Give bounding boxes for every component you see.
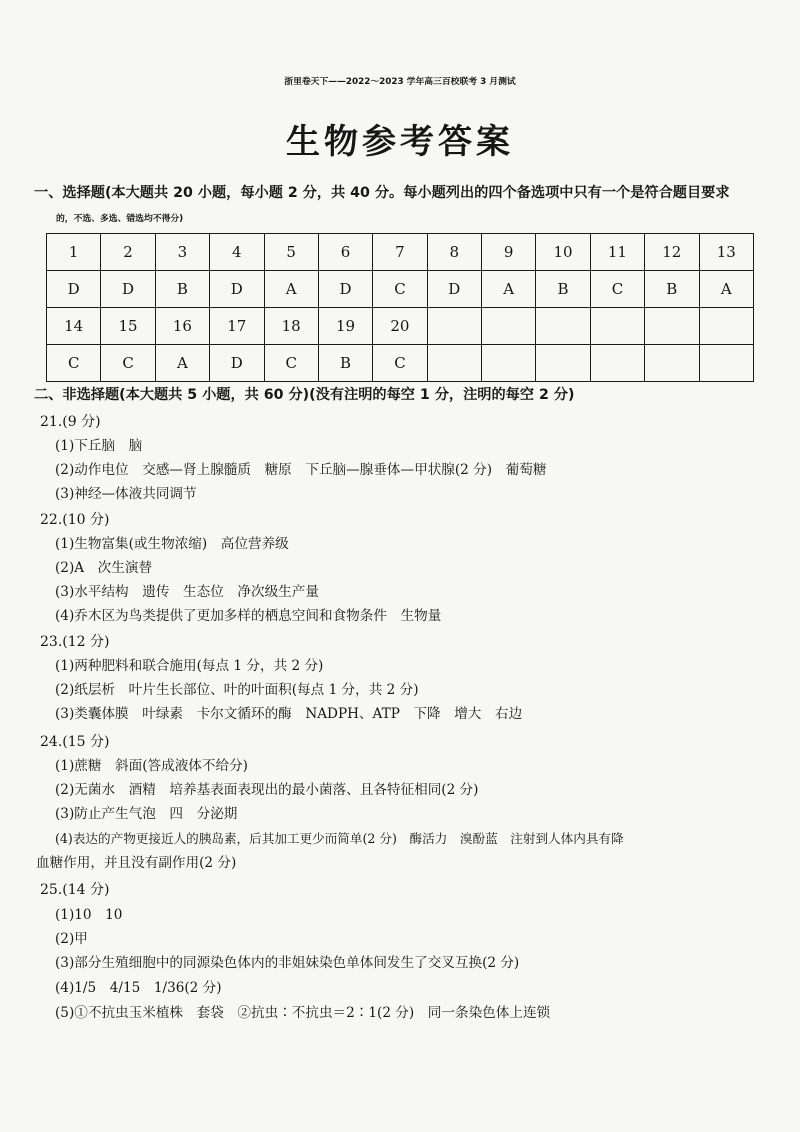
- question-number-cell: 7: [373, 234, 427, 271]
- answer-cell: B: [536, 271, 590, 308]
- empty-cell: [590, 308, 644, 345]
- section-2-heading: 二、非选择题(本大题共 5 小题，共 60 分)(没有注明的每空 1 分，注明的每空 2 分): [34, 387, 575, 403]
- question-21-label: 21.(9 分): [40, 414, 101, 430]
- answer-table-answer-row-1: [47, 271, 754, 308]
- empty-cell: [427, 345, 481, 382]
- answer-cell: B: [645, 271, 699, 308]
- question-number-cell: 5: [264, 234, 318, 271]
- question-number-cell: 13: [699, 234, 754, 271]
- answer-cell: D: [210, 271, 264, 308]
- section-1-heading: [34, 180, 774, 232]
- answer-cell: D: [210, 345, 264, 382]
- question-24-answer-4-continued: 血糖作用，并且没有副作用(2 分): [36, 855, 237, 871]
- section-1-heading-line-1: 一、选择题(本大题共 20 小题，每小题 2 分，共 40 分。每小题列出的四个备选项中只有一个是符合题目要求: [34, 185, 730, 201]
- answer-cell: D: [101, 271, 155, 308]
- question-22-answer-3: (3)水平结构 遗传 生态位 净次级生产量: [55, 584, 319, 600]
- question-23-answer-3: (3)类囊体膜 叶绿素 卡尔文循环的酶 NADPH、ATP 下降 增大 右边: [55, 706, 523, 722]
- question-22-answer-1: (1)生物富集(或生物浓缩) 高位营养级: [55, 536, 289, 552]
- question-25-answer-3: (3)部分生殖细胞中的同源染色体内的非姐妹染色单体间发生了交叉互换(2 分): [55, 955, 520, 971]
- question-24-answer-3: (3)防止产生气泡 四 分泌期: [55, 806, 238, 822]
- empty-cell: [699, 308, 754, 345]
- question-number-cell: 16: [155, 308, 209, 345]
- question-25-answer-2: (2)甲: [55, 931, 88, 947]
- question-number-cell: 20: [373, 308, 427, 345]
- question-number-cell: 8: [427, 234, 481, 271]
- question-number-cell: 14: [47, 308, 101, 345]
- empty-cell: [536, 308, 590, 345]
- empty-cell: [427, 308, 481, 345]
- question-number-cell: 2: [101, 234, 155, 271]
- answer-table-answer-row-2: [47, 345, 754, 382]
- question-23-answer-1: (1)两种肥料和联合施用(每点 1 分，共 2 分): [55, 658, 324, 674]
- question-25-answer-1: (1)10 10: [55, 907, 123, 923]
- answer-cell: A: [699, 271, 754, 308]
- answer-cell: D: [318, 271, 372, 308]
- answer-cell: D: [47, 271, 101, 308]
- question-24-answer-2: (2)无菌水 酒精 培养基表面表现出的最小菌落、且各特征相同(2 分): [55, 782, 479, 798]
- answer-cell: A: [482, 271, 536, 308]
- question-25-answer-5: (5)①不抗虫玉米植株 套袋 ②抗虫∶不抗虫＝2∶1(2 分) 同一条染色体上连锁: [55, 1005, 551, 1021]
- answer-cell: D: [427, 271, 481, 308]
- question-22-answer-2: (2)A 次生演替: [55, 560, 153, 576]
- answer-cell: C: [373, 345, 427, 382]
- question-number-cell: 12: [645, 234, 699, 271]
- question-21-answer-3: (3)神经—体液共同调节: [55, 486, 197, 502]
- empty-cell: [482, 308, 536, 345]
- empty-cell: [590, 345, 644, 382]
- question-23-answer-2: (2)纸层析 叶片生长部位、叶的叶面积(每点 1 分，共 2 分): [55, 682, 419, 698]
- question-number-cell: 3: [155, 234, 209, 271]
- question-25-answer-4: (4)1/5 4/15 1/36(2 分): [55, 980, 222, 996]
- question-number-cell: 6: [318, 234, 372, 271]
- answer-table-number-row-1: [47, 234, 754, 271]
- answer-cell: C: [373, 271, 427, 308]
- question-24-answer-1: (1)蔗糖 斜面(答成液体不给分): [55, 758, 248, 774]
- empty-cell: [645, 345, 699, 382]
- question-21-answer-1: (1)下丘脑 脑: [55, 438, 143, 454]
- answer-table-number-row-2: [47, 308, 754, 345]
- question-number-cell: 9: [482, 234, 536, 271]
- answer-cell: C: [101, 345, 155, 382]
- question-number-cell: 4: [210, 234, 264, 271]
- question-23-label: 23.(12 分): [40, 634, 110, 650]
- empty-cell: [482, 345, 536, 382]
- question-number-cell: 1: [47, 234, 101, 271]
- empty-cell: [536, 345, 590, 382]
- exam-title: 浙里卷天下——2022～2023 学年高三百校联考 3 月测试: [284, 77, 516, 87]
- question-25-label: 25.(14 分): [40, 882, 110, 898]
- answer-cell: C: [47, 345, 101, 382]
- answer-cell: A: [155, 345, 209, 382]
- question-24-label: 24.(15 分): [40, 734, 110, 750]
- question-number-cell: 15: [101, 308, 155, 345]
- question-24-answer-4: (4)表达的产物更接近人的胰岛素，后其加工更少而简单(2 分) 酶活力 溴酚蓝 注射到人体内具有降: [55, 831, 624, 846]
- question-number-cell: 10: [536, 234, 590, 271]
- answer-cell: C: [590, 271, 644, 308]
- answer-cell: B: [155, 271, 209, 308]
- page-title: 生物参考答案: [286, 122, 514, 162]
- question-22-label: 22.(10 分): [40, 512, 110, 528]
- answer-cell: A: [264, 271, 318, 308]
- empty-cell: [645, 308, 699, 345]
- section-1-heading-line-2: 的，不选、多选、错选均不得分): [56, 214, 184, 224]
- answer-table: [46, 233, 754, 382]
- empty-cell: [699, 345, 754, 382]
- question-number-cell: 17: [210, 308, 264, 345]
- question-number-cell: 18: [264, 308, 318, 345]
- answer-cell: B: [318, 345, 372, 382]
- question-22-answer-4: (4)乔木区为鸟类提供了更加多样的栖息空间和食物条件 生物量: [55, 608, 442, 624]
- question-number-cell: 11: [590, 234, 644, 271]
- question-21-answer-2: (2)动作电位 交感—肾上腺髓质 糖原 下丘脑—腺垂体—甲状腺(2 分) 葡萄糖: [55, 462, 547, 478]
- question-number-cell: 19: [318, 308, 372, 345]
- answer-cell: C: [264, 345, 318, 382]
